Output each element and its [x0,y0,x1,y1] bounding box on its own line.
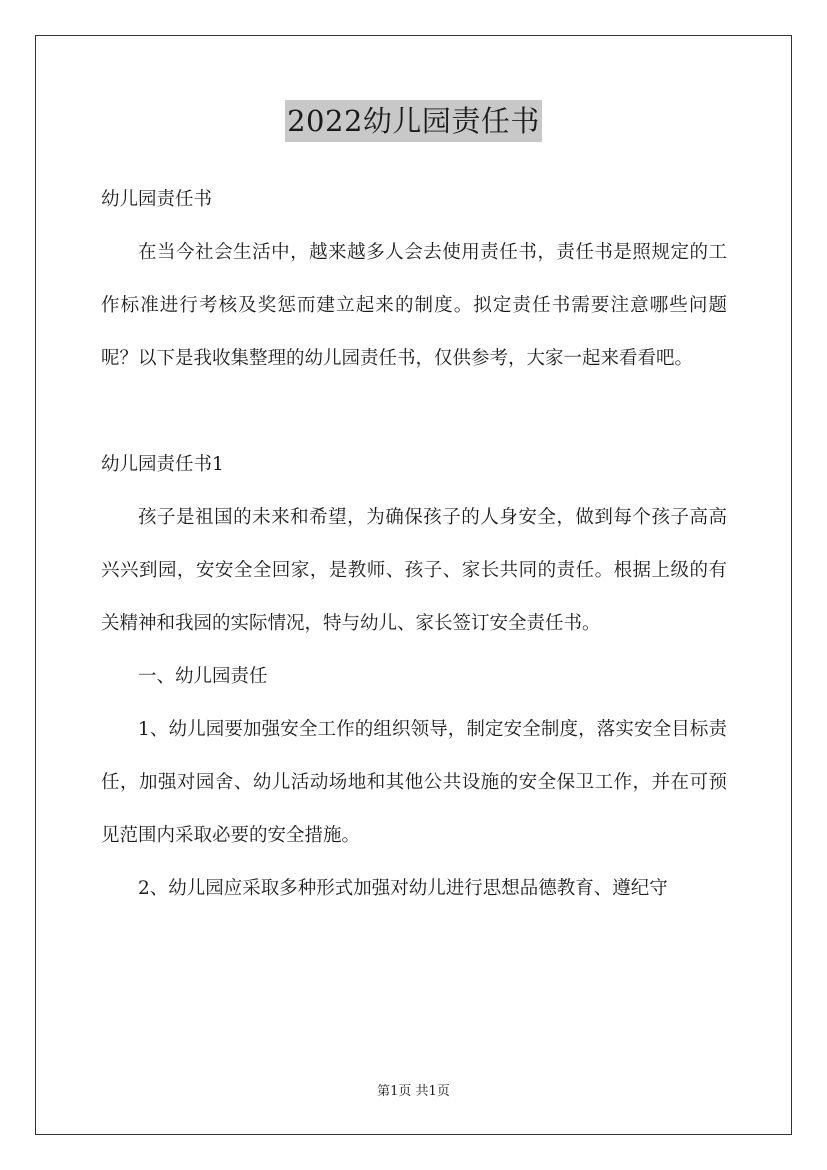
body-paragraph: 孩子是祖国的未来和希望，为确保孩子的人身安全，做到每个孩子高高兴兴到园，安安全全回家，是教师、孩子、家长共同的责任。根据上级的有关精神和我园的实际情况，特与幼儿、家长签订安全责任书。 [101,507,727,634]
section-heading: 幼儿园责任书 [101,189,213,210]
body-paragraph: 1、幼儿园要加强安全工作的组织领导，制定安全制度，落实安全目标责任，加强对园舍、幼儿活动场地和其他公共设施的安全保卫工作，并在可预见范围内采取必要的安全措施。 [101,719,727,846]
document-title: 2022幼儿园责任书 [285,100,542,142]
document-body [101,173,727,915]
page-footer: 第1页 共1页 [377,1084,450,1099]
paragraph-gap [101,385,727,438]
title-container [0,100,827,142]
intro-paragraph: 在当今社会生活中，越来越多人会去使用责任书，责任书是照规定的工作标准进行考核及奖惩而建立起来的制度。拟定责任书需要注意哪些问题呢？以下是我收集整理的幼儿园责任书，仅供参考，大家一起来看看吧。 [101,242,727,369]
body-paragraph: 2、幼儿园应采取多种形式加强对幼儿进行思想品德教育、遵纪守 [138,878,668,899]
subsection-heading: 一、幼儿园责任 [138,666,268,687]
section-heading: 幼儿园责任书1 [101,454,224,475]
